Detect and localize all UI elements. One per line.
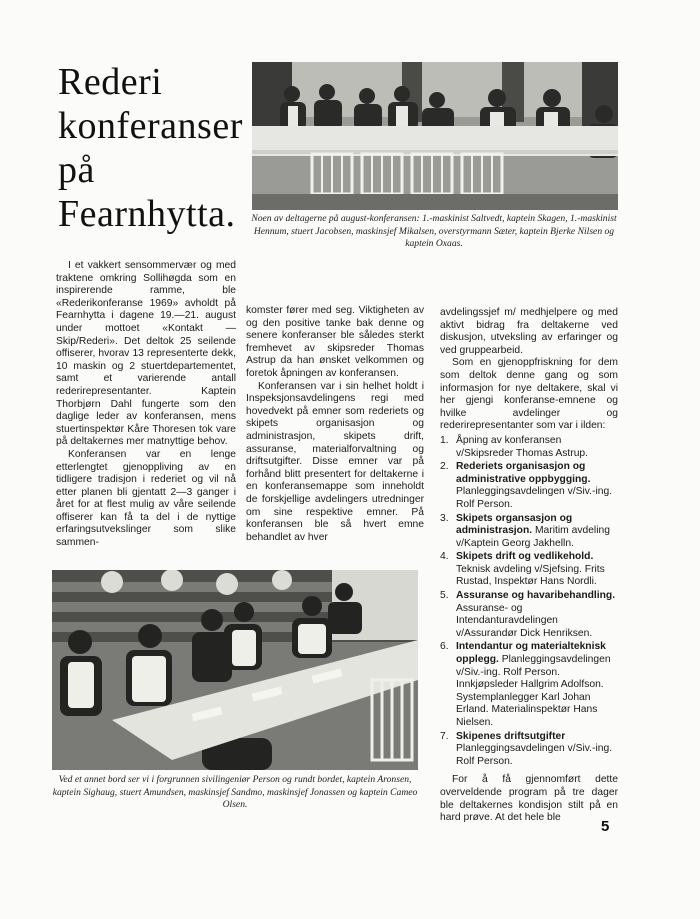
item-number: 7. — [440, 730, 449, 742]
title-line: Rederi — [58, 61, 163, 103]
item-heading: Skipets drift og vedlikehold. — [456, 551, 594, 563]
paragraph: komster fører med seg. Viktigheten av og den positive tanke bak denne og senere konferanser ble således sterkt fremhevet av skipsreder Thomas Astrup da han ønsket velkommen og foretok åpningen av konferansen. — [246, 305, 424, 379]
article-title — [58, 60, 243, 236]
item-number: 2. — [440, 461, 449, 473]
item-number: 5. — [440, 590, 449, 602]
agenda-list — [440, 435, 618, 768]
item-number: 6. — [440, 641, 449, 653]
item-heading: Rederiets organisasjon og administrative oppbygging. — [456, 461, 591, 485]
title-line: konferanser — [58, 105, 243, 147]
item-heading: Intendantur og materialteknisk opplegg. — [456, 641, 606, 666]
paragraph: For å få gjennomført dette overveldende program på tre dager ble deltakernes kondisjon stilt på en hard prøve. At det hele ble — [440, 774, 618, 824]
item-text: Assuranse- og Intendanturavdelingen v/Assurandør Dick Henriksen. — [456, 602, 593, 639]
item-text: Åpning av konferansen v/Skipsreder Thomas Astrup. — [456, 434, 589, 459]
title-line: Fearnhytta. — [58, 193, 236, 235]
list-item — [440, 590, 618, 640]
list-item — [440, 513, 618, 551]
list-item — [440, 641, 618, 729]
list-item — [440, 435, 618, 460]
item-text: Planleggingsavdelingen v/Siv.-ing. Rolf Person. — [456, 486, 613, 510]
list-item — [440, 731, 618, 769]
photo-caption: Noen av deltagerne på august-konferansen: 1.-maskinist Saltvedt, kaptein Skagen, 1.-maskinist Hennum, stuert Jacobsen, maskinsjef Mikalsen, overstyrmann Sæter, kaptein Bjerke Nilsen og kaptein Oxaas. — [251, 213, 617, 250]
item-number: 4. — [440, 551, 449, 563]
list-item — [440, 551, 618, 589]
item-text: Planleggingsavdelingen v/Siv.-ing. Rolf Person. — [456, 743, 613, 767]
article-column-3 — [440, 307, 618, 825]
item-number: 3. — [440, 512, 449, 524]
item-text: Teknisk avdeling v/Sjefsing. Frits Rustad, Inspektør Hans Nordli. — [456, 563, 605, 588]
photo-caption: Ved et annet bord ser vi i forgrunnen sivilingeniør Person og rundt bordet, kaptein Aronsen, kaptein Sighaug, stuert Amundsen, maskinsjef Sandmo, maskinsjef Jonassen og kaptein Cameo Olsen. — [52, 774, 418, 811]
paragraph: Konferansen var en lenge etterlengtet gjenoppliving av en tidligere tradisjon i rederiet og vil nå etter planen bli gjentatt 2—3 ganger i året for at flest mulig av våre seilende offiserer kan få ta del i de nyttige erfaringsutvekslinger som slike sammen- — [56, 448, 236, 549]
photo-second-table — [52, 570, 418, 770]
article-column-1 — [56, 260, 236, 550]
paragraph: Konferansen var i sin helhet holdt i Inspeksjonsavdelingens regi med hovedvekt på emner som rederiets og skipets organisasjon og administrasjon, skipets drift, assuranse, materialforvaltning og driftsutgifter. Disse emner var på forhånd blitt presentert for deltakerne i en konferansemappe som inneholdt de forskjellige avdelingers utredninger om sine respektive emner. På konferansen ble så hvert emne behandlet av hver — [246, 380, 424, 543]
paragraph: avdelingssjef m/ medhjelpere og med aktivt bidrag fra deltakerne ved diskusjon, utveksling av erfaringer og ved gruppearbeid. — [440, 307, 618, 356]
photo-conference-table — [252, 62, 618, 210]
item-text: Planleggingsavdelingen v/Siv.-ing. Rolf Person. Innkjøpsleder Hallgrim Adolfson. Systemplanlegger Karl Johan Erland. Materialinspektør Hans Nielsen. — [456, 654, 611, 728]
item-number: 1. — [440, 434, 449, 446]
item-heading: Skipets organsasjon og administrasjon. — [456, 512, 573, 537]
paragraph: I et vakkert sensommervær og med traktene omkring Sollihøgda som en inspirerende ramme, ble «Rederikonferanse 1969» avholdt på Fearnhytta i dagene 19.—21. august under mottoet «Kontakt — Skip/Rederi». Det deltok 25 seilende offiserer, hvorav 13 representerte dekk, 10 maskin og 2 stuertdepartementet, samt et varierende antall rederirepresentanter. Kaptein Thorbjørn Dahl fungerte som den daglige leder av konferansen, mens stuertinspektør Kåre Thoresen tok vare på deltakernes mer matnyttige behov. — [56, 260, 236, 448]
item-heading: Assuranse og havaribehandling. — [456, 590, 616, 602]
item-heading: Skipenes driftsutgifter — [456, 730, 566, 742]
list-item — [440, 461, 618, 511]
item-text: Maritim avdeling v/Kaptein Georg Jakhelln. — [456, 525, 610, 549]
page-number: 5 — [601, 818, 610, 835]
paragraph: Som en gjenoppfriskning for dem som deltok denne gang og som informasjon for nye deltakere, skal vi her gjengi konferanse-emnene og hvilke avdelinger og rederirepresentanter som var i ilden: — [440, 357, 618, 432]
article-column-2 — [246, 305, 424, 544]
title-line: på — [58, 149, 95, 191]
